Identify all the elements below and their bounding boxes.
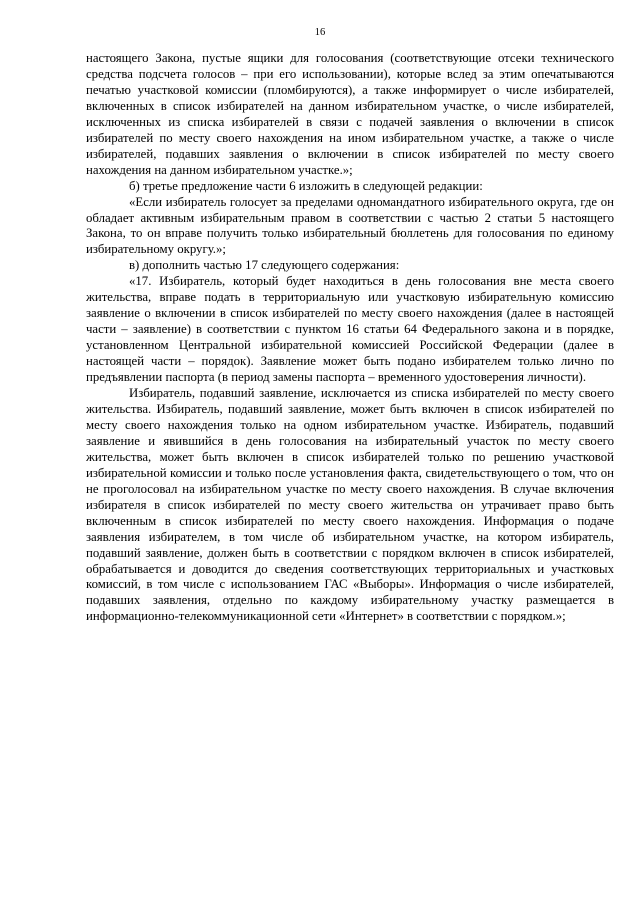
paragraph-4: в) дополнить частью 17 следующего содержания: — [129, 258, 400, 273]
paragraph-6: Избиратель, подавший заявление, исключается из списка избирателей по месту своего жительства. Избиратель, подавший заявление, может быть включен в список избирателей по месту своего нахождения только на одном избирательном участке. Избиратель, подавший заявление и явившийся в день голосования на избирательный участок по месту своего жительства, может быть включен в список избирателей только по решению участковой избирательной комиссии и только после установления факта, свидетельствующего о том, что он не проголосовал на избирательном участке по месту своего нахождения. В случае включения избирателя в список избирателей по месту своего жительства он утрачивает право быть включенным в список избирателей по месту своего нахождения. Информация о подаче заявления избирателем, в том числе об избирательном участке, на котором избиратель, подавший заявление, должен быть в соответствии с порядком включен в список избирателей, обрабатывается и доводится до сведения соответствующих территориальных и участковых комиссий, в том числе с использованием ГАС «Выборы». Информация о числе избирателей, подавших заявления, отдельно по каждому избирательному участку размещается в информационно-телекоммуникационной сети «Интернет» в соответствии с порядком.»; — [86, 386, 614, 624]
document-body — [86, 51, 614, 625]
paragraph-3: «Если избиратель голосует за пределами одномандатного избирательного округа, где он обладает активным избирательным правом в соответствии с частью 2 статьи 5 настоящего Закона, то он вправе получить только избирательный бюллетень для голосования по единому избирательному округу.»; — [86, 194, 614, 257]
paragraph-5: «17. Избиратель, который будет находиться в день голосования вне места своего жительства, вправе подать в территориальную или участковую избирательную комиссию заявление о включении в список избирателей по месту своего нахождения (далее в настоящей части – заявление) в соответствии с пунктом 16 статьи 64 Федерального закона и в порядке, установленном Центральной избирательной комиссией Российской Федерации (далее в настоящей части – порядок). Заявление может быть подано избирателем только лично по предъявлении паспорта (в период замены паспорта – временного удостоверения личности). — [86, 274, 614, 385]
page-number: 16 — [314, 27, 326, 38]
paragraph-1: настоящего Закона, пустые ящики для голосования (соответствующие отсеки технического средства подсчета голосов – при его использовании), которые вслед за этим опечатываются печатью участковой комиссии (пломбируются), а также информирует о числе избирателей, включенных в список избирателей на данном избирательном участке, о числе избирателей, исключенных из списка избирателей в связи с подачей заявления о включении в список избирателей по месту своего нахождения на ином избирательном участке, а также о числе избирателей, подавших заявления о включении в список избирателей по месту своего нахождения на данном избирательном участке.»; — [86, 51, 614, 177]
paragraph-2: б) третье предложение части 6 изложить в следующей редакции: — [129, 178, 483, 193]
